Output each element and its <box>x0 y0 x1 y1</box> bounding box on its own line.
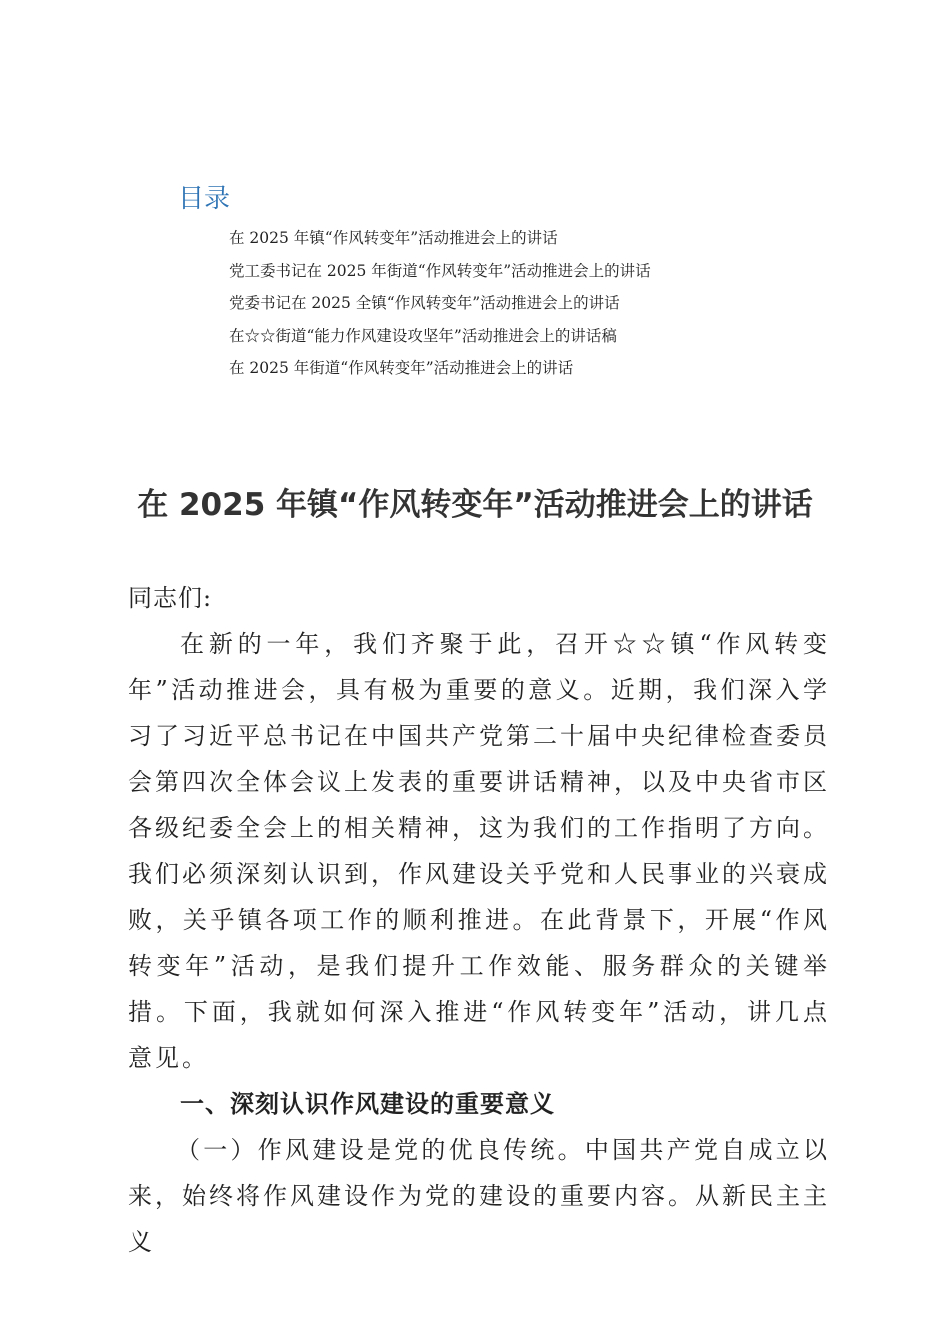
section-heading: 一、深刻认识作风建设的重要意义 <box>180 1090 555 1118</box>
document-body <box>128 575 830 1265</box>
toc-heading: 目录 <box>178 184 231 214</box>
document-title: 在 2025 年镇“作风转变年”活动推进会上的讲话 <box>137 487 813 523</box>
intro-paragraph: 在新的一年，我们齐聚于此，召开☆☆镇“作风转变年”活动推进会，具有极为重要的意义。近期，我们深入学习了习近平总书记在中国共产党第二十届中央纪律检查委员会第四次全体会议上发表的重要讲话精神，以及中央省市区各级纪委全会上的相关精神，这为我们的工作指明了方向。我们必须深刻认识到，作风建设关乎党和人民事业的兴衰成败，关乎镇各项工作的顺利推进。在此背景下，开展“作风转变年”活动，是我们提升工作效能、服务群众的关键举措。下面，我就如何深入推进“作风转变年”活动，讲几点意见。 <box>128 630 830 1072</box>
section-paragraph: （一）作风建设是党的优良传统。中国共产党自成立以来，始终将作风建设作为党的建设的重要内容。从新民主主义 <box>128 1136 830 1256</box>
toc-item[interactable]: 党委书记在 2025 全镇“作风转变年”活动推进会上的讲话 <box>229 294 620 312</box>
salutation: 同志们: <box>128 584 213 612</box>
toc-item[interactable]: 在☆☆街道“能力作风建设攻坚年”活动推进会上的讲话稿 <box>229 326 617 345</box>
toc-list <box>178 222 878 385</box>
toc-item[interactable]: 在 2025 年街道“作风转变年”活动推进会上的讲话 <box>229 359 574 377</box>
table-of-contents <box>178 180 878 385</box>
toc-item[interactable]: 党工委书记在 2025 年街道“作风转变年”活动推进会上的讲话 <box>229 261 651 280</box>
toc-item[interactable]: 在 2025 年镇“作风转变年”活动推进会上的讲话 <box>229 229 558 247</box>
